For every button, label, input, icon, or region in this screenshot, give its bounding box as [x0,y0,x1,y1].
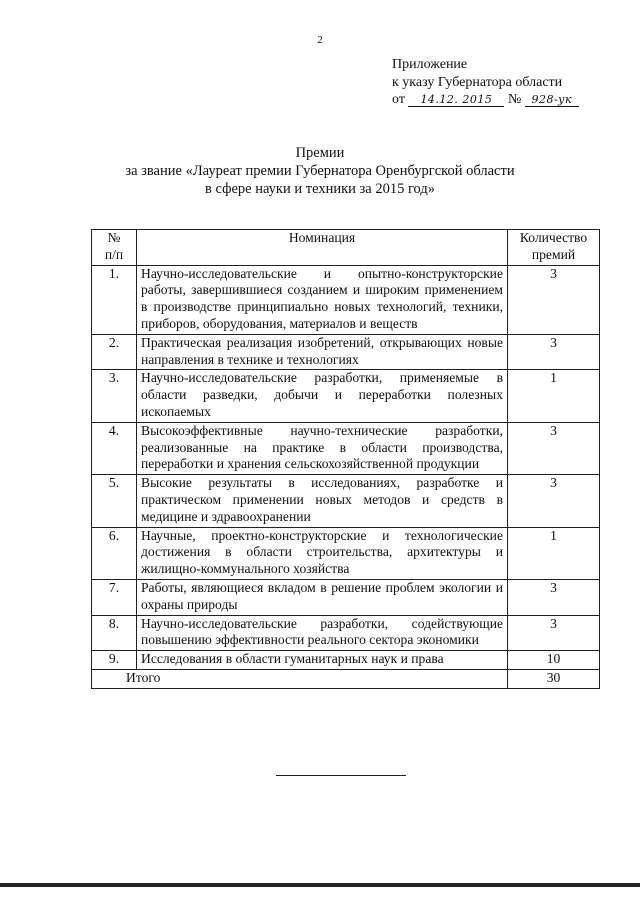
appendix-subtitle: к указу Губернатора области [392,74,563,90]
row-quantity: 3 [508,334,600,370]
row-nomination: Научно-исследовательские и опытно-конструкторские работы, завершившиеся созданием и широким применением в производстве принципиально новых технологий, техники, приборов, оборудования, материалов и веществ [137,265,508,334]
row-quantity: 3 [508,265,600,334]
table-row [92,651,600,670]
row-number: 3. [92,370,137,422]
row-nomination: Научно-исследовательские разработки, содействующие повышению эффективности реального сектора экономики [137,615,508,651]
title-line-1: Премии [295,145,345,161]
header-quantity [508,230,600,266]
decree-number: 928-ук [525,93,579,107]
row-number: 8. [92,615,137,651]
awards-table [91,229,600,689]
table-row [92,579,600,615]
number-label: № [507,92,522,107]
row-number: 4. [92,422,137,474]
row-quantity: 3 [508,422,600,474]
table-row [92,265,600,334]
appendix-header [392,56,579,109]
table-total-row [92,669,600,688]
document-title [0,144,640,198]
appendix-title: Приложение [392,57,468,72]
closing-divider [276,775,406,776]
row-nomination: Практическая реализация изобретений, открывающих новые направления в технике и технологиях [137,334,508,370]
table-row [92,475,600,527]
total-value: 30 [508,669,600,688]
row-quantity: 1 [508,370,600,422]
row-nomination: Высокие результаты в исследованиях, разработке и практическом применении новых методов и средств в медицине и здравоохранении [137,475,508,527]
row-number: 7. [92,579,137,615]
page-number: 2 [317,34,323,46]
from-label: от [392,92,405,107]
table-row [92,615,600,651]
header-quantity-line-2: премий [531,246,576,262]
decree-date: 14.12. 2015 [408,93,504,107]
title-line-2: за звание «Лауреат премии Губернатора Оренбургской области [125,163,515,179]
row-quantity: 3 [508,615,600,651]
header-number-line-2: п/п [104,246,124,262]
row-nomination: Исследования в области гуманитарных наук и права [137,651,508,670]
row-number: 6. [92,527,137,579]
row-number: 2. [92,334,137,370]
scan-border-line [0,883,640,887]
header-nomination: Номинация [137,230,508,266]
table-row [92,527,600,579]
table-row [92,334,600,370]
title-line-3: в сфере науки и техники за 2015 год» [205,181,435,197]
decree-reference [392,91,579,109]
row-number: 9. [92,651,137,670]
header-number [92,230,137,266]
row-nomination: Научно-исследовательские разработки, применяемые в области разведки, добычи и переработки полезных ископаемых [137,370,508,422]
row-quantity: 3 [508,579,600,615]
row-quantity: 1 [508,527,600,579]
total-label: Итого [92,669,508,688]
header-number-line-1: № [107,230,121,245]
row-quantity: 3 [508,475,600,527]
table-header-row [92,230,600,266]
row-nomination: Научные, проектно-конструкторские и технологические достижения в области строительства, архитектуры и жилищно-коммунального хозяйства [137,527,508,579]
row-quantity: 10 [508,651,600,670]
table-row [92,422,600,474]
row-number: 5. [92,475,137,527]
row-number: 1. [92,265,137,334]
row-nomination: Работы, являющиеся вкладом в решение проблем экологии и охраны природы [137,579,508,615]
row-nomination: Высокоэффективные научно-технические разработки, реализованные на практике в области производства, переработки и хранения сельскохозяйственной продукции [137,422,508,474]
table-row [92,370,600,422]
header-quantity-line-1: Количество [519,230,588,245]
